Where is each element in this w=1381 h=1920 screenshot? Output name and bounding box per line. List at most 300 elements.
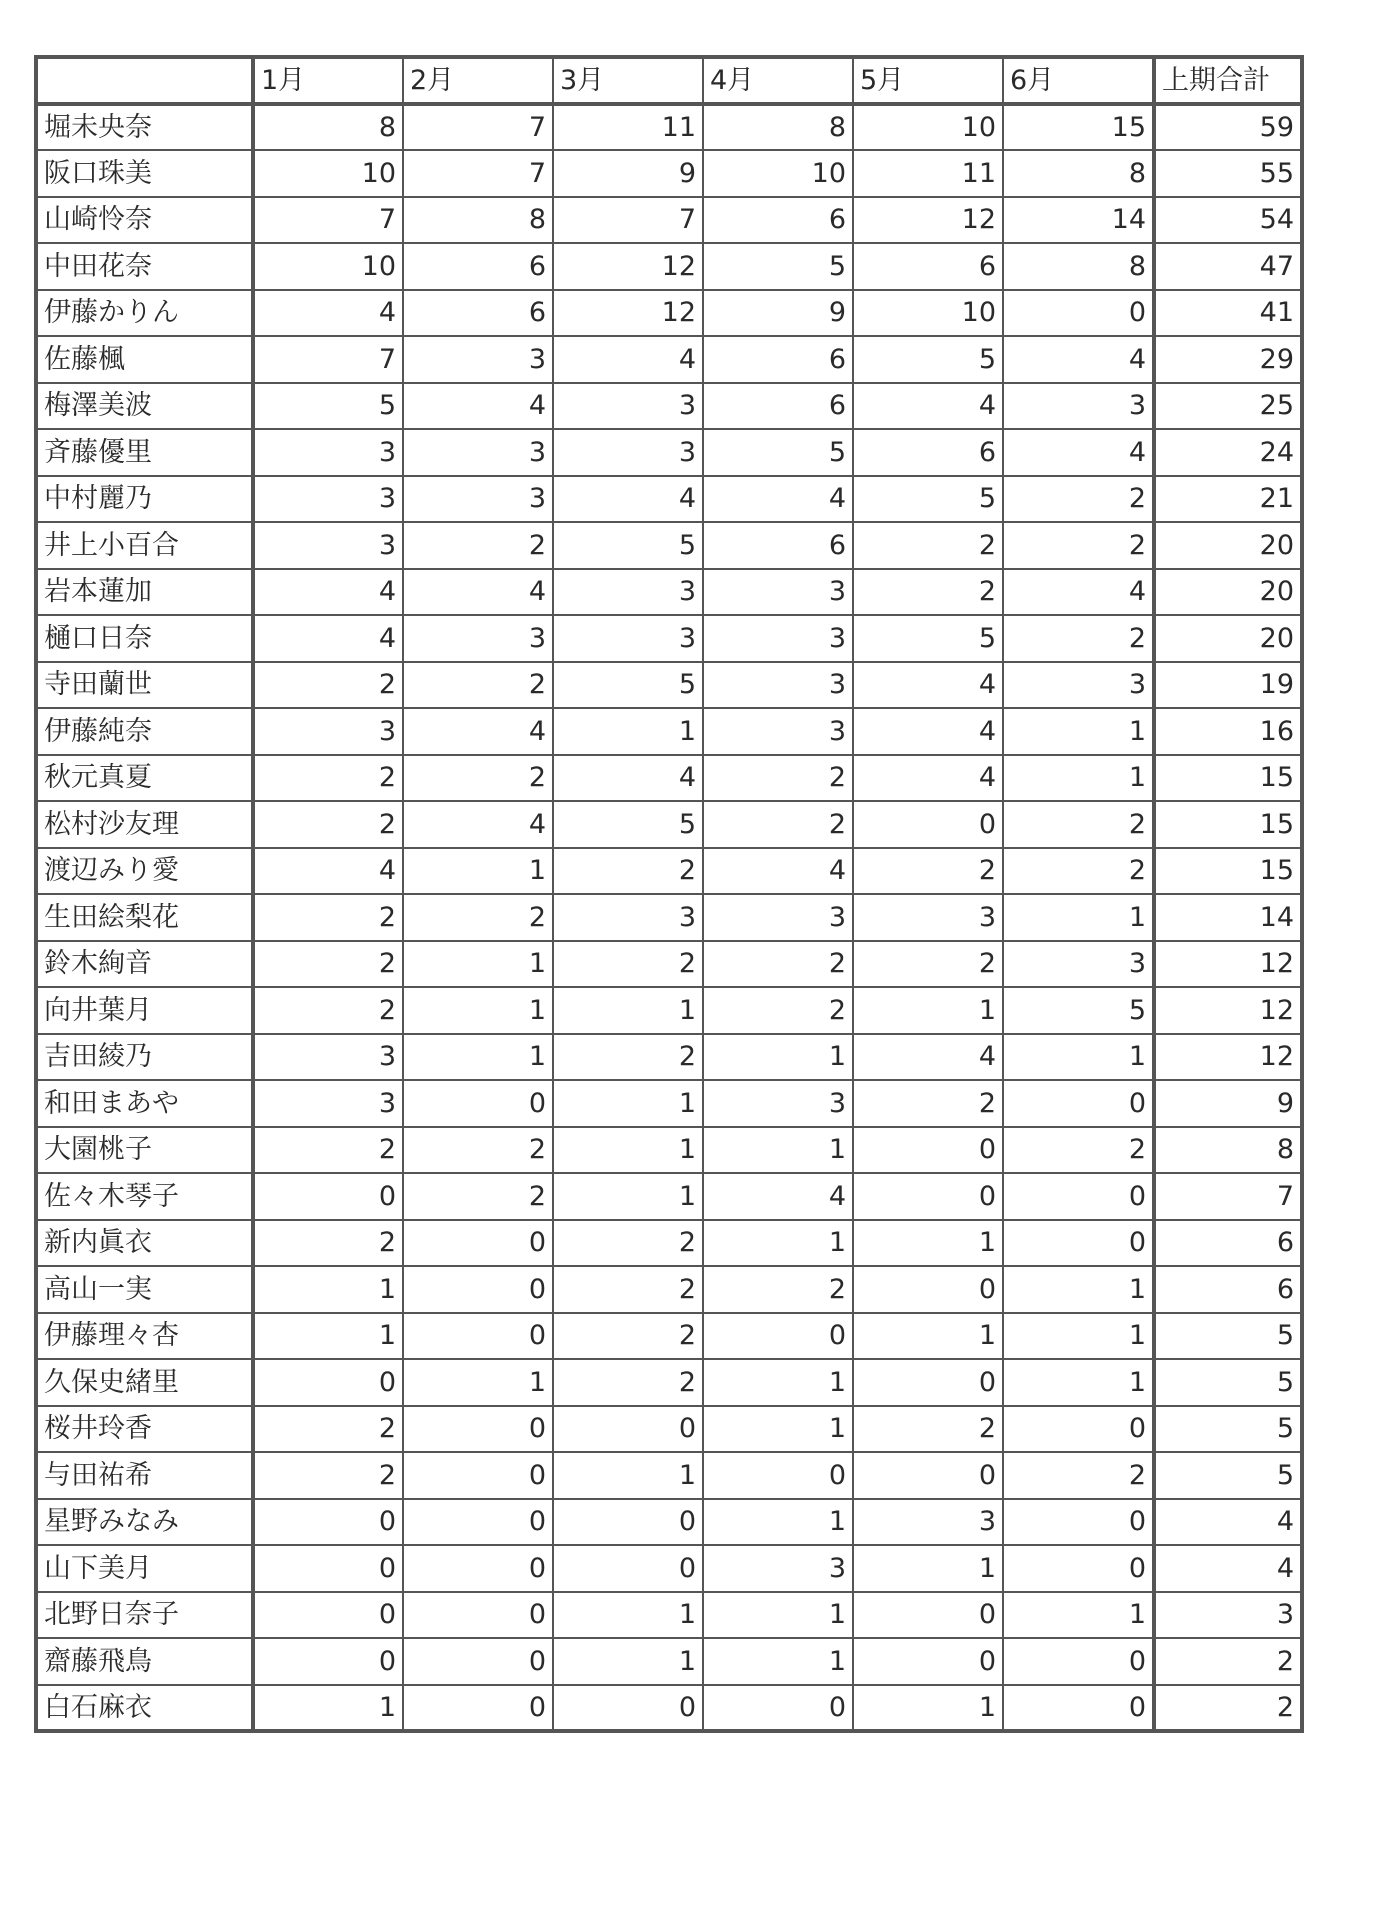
member-name-cell: 佐藤楓 — [36, 336, 253, 383]
table-row — [36, 662, 1302, 709]
month-5-value-cell: 0 — [853, 801, 1003, 848]
month-2-value-cell: 1 — [403, 1034, 553, 1081]
member-name-cell: 佐々木琴子 — [36, 1173, 253, 1220]
member-name-cell: 向井葉月 — [36, 987, 253, 1034]
total-value-cell: 55 — [1154, 150, 1302, 197]
month-2-value-cell: 3 — [403, 336, 553, 383]
month-3-value-cell: 2 — [553, 1034, 703, 1081]
month-6-value-cell: 0 — [1003, 1685, 1154, 1732]
month-5-value-cell: 0 — [853, 1452, 1003, 1499]
month-4-value-cell: 2 — [703, 801, 853, 848]
table-row — [36, 243, 1302, 290]
month-4-value-cell: 1 — [703, 1220, 853, 1267]
month-5-value-cell: 2 — [853, 522, 1003, 569]
month-4-value-cell: 3 — [703, 1545, 853, 1592]
month-6-value-cell: 0 — [1003, 1406, 1154, 1453]
month-5-value-cell: 4 — [853, 383, 1003, 430]
month-1-value-cell: 10 — [253, 243, 403, 290]
member-name-cell: 高山一実 — [36, 1266, 253, 1313]
month-1-value-cell: 4 — [253, 615, 403, 662]
month-5-value-cell: 2 — [853, 848, 1003, 895]
month-6-value-cell: 1 — [1003, 1313, 1154, 1360]
month-3-value-cell: 2 — [553, 941, 703, 988]
month-2-value-cell: 2 — [403, 755, 553, 802]
month-6-value-cell: 8 — [1003, 243, 1154, 290]
month-5-value-cell: 0 — [853, 1592, 1003, 1639]
member-name-cell: 阪口珠美 — [36, 150, 253, 197]
total-value-cell: 3 — [1154, 1592, 1302, 1639]
member-name-cell: 岩本蓮加 — [36, 569, 253, 616]
member-name-cell: 久保史緒里 — [36, 1359, 253, 1406]
month-5-value-cell: 4 — [853, 755, 1003, 802]
table-row — [36, 522, 1302, 569]
month-2-value-cell: 1 — [403, 1359, 553, 1406]
month-5-value-cell: 3 — [853, 894, 1003, 941]
month-5-value-cell: 2 — [853, 1080, 1003, 1127]
month-4-value-cell: 3 — [703, 615, 853, 662]
month-1-value-cell: 2 — [253, 1127, 403, 1174]
month-1-value-cell: 2 — [253, 1406, 403, 1453]
member-name-cell: 伊藤純奈 — [36, 708, 253, 755]
month-1-value-cell: 2 — [253, 987, 403, 1034]
month-5-value-cell: 0 — [853, 1266, 1003, 1313]
month-2-value-cell: 2 — [403, 662, 553, 709]
month-3-value-cell: 0 — [553, 1499, 703, 1546]
month-1-value-cell: 0 — [253, 1359, 403, 1406]
month-2-value-cell: 4 — [403, 383, 553, 430]
total-value-cell: 19 — [1154, 662, 1302, 709]
month-2-value-cell: 6 — [403, 243, 553, 290]
month-6-value-cell: 2 — [1003, 522, 1154, 569]
month-2-value-cell: 2 — [403, 894, 553, 941]
month-5-value-cell: 12 — [853, 197, 1003, 244]
table-row — [36, 429, 1302, 476]
month-1-value-cell: 3 — [253, 522, 403, 569]
month-3-value-cell: 1 — [553, 987, 703, 1034]
total-value-cell: 41 — [1154, 290, 1302, 337]
month-1-value-cell: 7 — [253, 336, 403, 383]
month-5-value-cell: 2 — [853, 941, 1003, 988]
header-month-4: 4月 — [703, 57, 853, 104]
month-1-value-cell: 2 — [253, 662, 403, 709]
month-1-value-cell: 3 — [253, 1080, 403, 1127]
month-1-value-cell: 4 — [253, 848, 403, 895]
total-value-cell: 6 — [1154, 1266, 1302, 1313]
month-5-value-cell: 4 — [853, 708, 1003, 755]
header-total: 上期合計 — [1154, 57, 1302, 104]
member-name-cell: 伊藤理々杏 — [36, 1313, 253, 1360]
month-1-value-cell: 0 — [253, 1545, 403, 1592]
month-6-value-cell: 5 — [1003, 987, 1154, 1034]
total-value-cell: 59 — [1154, 104, 1302, 151]
member-name-cell: 梅澤美波 — [36, 383, 253, 430]
month-1-value-cell: 2 — [253, 1220, 403, 1267]
month-1-value-cell: 1 — [253, 1313, 403, 1360]
month-3-value-cell: 1 — [553, 1173, 703, 1220]
month-4-value-cell: 4 — [703, 476, 853, 523]
total-value-cell: 12 — [1154, 941, 1302, 988]
month-6-value-cell: 0 — [1003, 1499, 1154, 1546]
month-4-value-cell: 5 — [703, 429, 853, 476]
month-3-value-cell: 7 — [553, 197, 703, 244]
member-name-cell: 齋藤飛鳥 — [36, 1638, 253, 1685]
month-3-value-cell: 4 — [553, 755, 703, 802]
month-3-value-cell: 1 — [553, 708, 703, 755]
table-row — [36, 1638, 1302, 1685]
month-6-value-cell: 4 — [1003, 429, 1154, 476]
month-6-value-cell: 3 — [1003, 383, 1154, 430]
month-1-value-cell: 0 — [253, 1173, 403, 1220]
month-5-value-cell: 10 — [853, 104, 1003, 151]
month-5-value-cell: 1 — [853, 987, 1003, 1034]
month-1-value-cell: 10 — [253, 150, 403, 197]
member-name-cell: 渡辺みり愛 — [36, 848, 253, 895]
month-4-value-cell: 0 — [703, 1313, 853, 1360]
total-value-cell: 5 — [1154, 1452, 1302, 1499]
month-5-value-cell: 0 — [853, 1127, 1003, 1174]
total-value-cell: 7 — [1154, 1173, 1302, 1220]
month-5-value-cell: 0 — [853, 1638, 1003, 1685]
month-5-value-cell: 5 — [853, 476, 1003, 523]
month-1-value-cell: 0 — [253, 1499, 403, 1546]
month-5-value-cell: 4 — [853, 662, 1003, 709]
month-3-value-cell: 2 — [553, 1266, 703, 1313]
month-5-value-cell: 1 — [853, 1545, 1003, 1592]
month-4-value-cell: 6 — [703, 197, 853, 244]
table-row — [36, 1173, 1302, 1220]
month-5-value-cell: 0 — [853, 1359, 1003, 1406]
month-1-value-cell: 1 — [253, 1685, 403, 1732]
table-row — [36, 801, 1302, 848]
month-1-value-cell: 7 — [253, 197, 403, 244]
table-row — [36, 1499, 1302, 1546]
month-4-value-cell: 1 — [703, 1406, 853, 1453]
member-name-cell: 生田絵梨花 — [36, 894, 253, 941]
total-value-cell: 54 — [1154, 197, 1302, 244]
month-3-value-cell: 1 — [553, 1638, 703, 1685]
table-row — [36, 197, 1302, 244]
member-name-cell: 白石麻衣 — [36, 1685, 253, 1732]
total-value-cell: 8 — [1154, 1127, 1302, 1174]
month-2-value-cell: 0 — [403, 1499, 553, 1546]
total-value-cell: 12 — [1154, 1034, 1302, 1081]
total-value-cell: 15 — [1154, 848, 1302, 895]
month-5-value-cell: 6 — [853, 429, 1003, 476]
total-value-cell: 47 — [1154, 243, 1302, 290]
month-1-value-cell: 3 — [253, 1034, 403, 1081]
member-name-cell: 堀未央奈 — [36, 104, 253, 151]
month-1-value-cell: 1 — [253, 1266, 403, 1313]
month-3-value-cell: 5 — [553, 801, 703, 848]
month-4-value-cell: 3 — [703, 569, 853, 616]
month-3-value-cell: 5 — [553, 522, 703, 569]
data-table — [34, 55, 1304, 1733]
month-2-value-cell: 0 — [403, 1313, 553, 1360]
header-month-1: 1月 — [253, 57, 403, 104]
month-2-value-cell: 0 — [403, 1545, 553, 1592]
total-value-cell: 2 — [1154, 1685, 1302, 1732]
month-3-value-cell: 0 — [553, 1545, 703, 1592]
month-3-value-cell: 3 — [553, 615, 703, 662]
month-5-value-cell: 5 — [853, 615, 1003, 662]
month-6-value-cell: 2 — [1003, 615, 1154, 662]
month-3-value-cell: 3 — [553, 569, 703, 616]
month-1-value-cell: 3 — [253, 429, 403, 476]
member-name-cell: 吉田綾乃 — [36, 1034, 253, 1081]
table-row — [36, 615, 1302, 662]
month-3-value-cell: 2 — [553, 1313, 703, 1360]
total-value-cell: 20 — [1154, 522, 1302, 569]
member-name-cell: 中田花奈 — [36, 243, 253, 290]
month-1-value-cell: 2 — [253, 801, 403, 848]
table-row — [36, 1080, 1302, 1127]
month-6-value-cell: 0 — [1003, 1638, 1154, 1685]
month-2-value-cell: 3 — [403, 429, 553, 476]
month-3-value-cell: 2 — [553, 848, 703, 895]
header-row — [36, 57, 1302, 104]
total-value-cell: 29 — [1154, 336, 1302, 383]
month-2-value-cell: 7 — [403, 104, 553, 151]
month-3-value-cell: 4 — [553, 476, 703, 523]
member-name-cell: 中村麗乃 — [36, 476, 253, 523]
month-1-value-cell: 4 — [253, 569, 403, 616]
total-value-cell: 16 — [1154, 708, 1302, 755]
table-row — [36, 290, 1302, 337]
month-6-value-cell: 1 — [1003, 708, 1154, 755]
table-row — [36, 336, 1302, 383]
month-4-value-cell: 1 — [703, 1638, 853, 1685]
month-2-value-cell: 4 — [403, 708, 553, 755]
total-value-cell: 12 — [1154, 987, 1302, 1034]
total-value-cell: 25 — [1154, 383, 1302, 430]
total-value-cell: 5 — [1154, 1359, 1302, 1406]
month-2-value-cell: 0 — [403, 1220, 553, 1267]
table-row — [36, 1034, 1302, 1081]
month-4-value-cell: 1 — [703, 1592, 853, 1639]
month-1-value-cell: 2 — [253, 755, 403, 802]
table-row — [36, 1592, 1302, 1639]
month-2-value-cell: 1 — [403, 941, 553, 988]
month-4-value-cell: 3 — [703, 662, 853, 709]
month-4-value-cell: 6 — [703, 383, 853, 430]
month-2-value-cell: 0 — [403, 1685, 553, 1732]
month-4-value-cell: 4 — [703, 848, 853, 895]
month-2-value-cell: 0 — [403, 1638, 553, 1685]
total-value-cell: 9 — [1154, 1080, 1302, 1127]
month-6-value-cell: 8 — [1003, 150, 1154, 197]
member-name-cell: 樋口日奈 — [36, 615, 253, 662]
month-2-value-cell: 1 — [403, 848, 553, 895]
month-6-value-cell: 2 — [1003, 1452, 1154, 1499]
month-5-value-cell: 2 — [853, 569, 1003, 616]
member-name-cell: 秋元真夏 — [36, 755, 253, 802]
member-name-cell: 星野みなみ — [36, 1499, 253, 1546]
month-3-value-cell: 1 — [553, 1452, 703, 1499]
member-name-cell: 和田まあや — [36, 1080, 253, 1127]
total-value-cell: 4 — [1154, 1499, 1302, 1546]
month-6-value-cell: 0 — [1003, 1080, 1154, 1127]
month-3-value-cell: 3 — [553, 383, 703, 430]
month-5-value-cell: 0 — [853, 1173, 1003, 1220]
member-name-cell: 伊藤かりん — [36, 290, 253, 337]
month-4-value-cell: 8 — [703, 104, 853, 151]
month-4-value-cell: 1 — [703, 1359, 853, 1406]
month-5-value-cell: 10 — [853, 290, 1003, 337]
member-name-cell: 与田祐希 — [36, 1452, 253, 1499]
month-5-value-cell: 1 — [853, 1220, 1003, 1267]
month-3-value-cell: 12 — [553, 243, 703, 290]
month-2-value-cell: 2 — [403, 1127, 553, 1174]
month-4-value-cell: 0 — [703, 1452, 853, 1499]
month-6-value-cell: 2 — [1003, 1127, 1154, 1174]
month-6-value-cell: 1 — [1003, 1359, 1154, 1406]
month-6-value-cell: 2 — [1003, 801, 1154, 848]
table-row — [36, 1359, 1302, 1406]
total-value-cell: 21 — [1154, 476, 1302, 523]
month-4-value-cell: 2 — [703, 941, 853, 988]
table-row — [36, 104, 1302, 151]
total-value-cell: 20 — [1154, 569, 1302, 616]
month-6-value-cell: 0 — [1003, 1173, 1154, 1220]
table-row — [36, 1406, 1302, 1453]
month-4-value-cell: 3 — [703, 708, 853, 755]
month-4-value-cell: 3 — [703, 894, 853, 941]
month-6-value-cell: 1 — [1003, 1266, 1154, 1313]
table-row — [36, 1220, 1302, 1267]
month-1-value-cell: 8 — [253, 104, 403, 151]
total-value-cell: 24 — [1154, 429, 1302, 476]
table-row — [36, 1127, 1302, 1174]
table-row — [36, 1313, 1302, 1360]
month-3-value-cell: 0 — [553, 1685, 703, 1732]
table-row — [36, 708, 1302, 755]
month-5-value-cell: 4 — [853, 1034, 1003, 1081]
total-value-cell: 5 — [1154, 1406, 1302, 1453]
month-1-value-cell: 0 — [253, 1638, 403, 1685]
table-row — [36, 894, 1302, 941]
month-6-value-cell: 0 — [1003, 1220, 1154, 1267]
table-row — [36, 1685, 1302, 1732]
month-4-value-cell: 4 — [703, 1173, 853, 1220]
month-3-value-cell: 1 — [553, 1080, 703, 1127]
member-name-cell: 井上小百合 — [36, 522, 253, 569]
member-name-cell: 松村沙友理 — [36, 801, 253, 848]
month-2-value-cell: 3 — [403, 615, 553, 662]
member-name-cell: 山下美月 — [36, 1545, 253, 1592]
month-3-value-cell: 2 — [553, 1220, 703, 1267]
header-month-5: 5月 — [853, 57, 1003, 104]
header-month-6: 6月 — [1003, 57, 1154, 104]
month-5-value-cell: 1 — [853, 1313, 1003, 1360]
month-5-value-cell: 5 — [853, 336, 1003, 383]
month-4-value-cell: 10 — [703, 150, 853, 197]
month-3-value-cell: 4 — [553, 336, 703, 383]
month-1-value-cell: 2 — [253, 941, 403, 988]
month-6-value-cell: 3 — [1003, 662, 1154, 709]
month-3-value-cell: 11 — [553, 104, 703, 151]
month-3-value-cell: 1 — [553, 1127, 703, 1174]
month-2-value-cell: 0 — [403, 1452, 553, 1499]
header-month-2: 2月 — [403, 57, 553, 104]
table-row — [36, 150, 1302, 197]
month-6-value-cell: 1 — [1003, 894, 1154, 941]
month-1-value-cell: 0 — [253, 1592, 403, 1639]
month-3-value-cell: 3 — [553, 894, 703, 941]
month-4-value-cell: 1 — [703, 1499, 853, 1546]
month-4-value-cell: 3 — [703, 1080, 853, 1127]
month-2-value-cell: 8 — [403, 197, 553, 244]
table-row — [36, 476, 1302, 523]
month-4-value-cell: 5 — [703, 243, 853, 290]
header-month-3: 3月 — [553, 57, 703, 104]
month-4-value-cell: 6 — [703, 522, 853, 569]
table-row — [36, 1266, 1302, 1313]
member-name-cell: 北野日奈子 — [36, 1592, 253, 1639]
month-5-value-cell: 3 — [853, 1499, 1003, 1546]
month-4-value-cell: 2 — [703, 755, 853, 802]
month-2-value-cell: 0 — [403, 1080, 553, 1127]
total-value-cell: 15 — [1154, 801, 1302, 848]
month-6-value-cell: 2 — [1003, 476, 1154, 523]
month-4-value-cell: 0 — [703, 1685, 853, 1732]
month-1-value-cell: 3 — [253, 476, 403, 523]
table-row — [36, 569, 1302, 616]
month-6-value-cell: 15 — [1003, 104, 1154, 151]
table-body — [36, 104, 1302, 1732]
member-name-cell: 山崎怜奈 — [36, 197, 253, 244]
table-row — [36, 755, 1302, 802]
table-row — [36, 1545, 1302, 1592]
total-value-cell: 5 — [1154, 1313, 1302, 1360]
month-4-value-cell: 2 — [703, 987, 853, 1034]
month-2-value-cell: 3 — [403, 476, 553, 523]
total-value-cell: 6 — [1154, 1220, 1302, 1267]
month-6-value-cell: 4 — [1003, 336, 1154, 383]
month-2-value-cell: 7 — [403, 150, 553, 197]
month-6-value-cell: 14 — [1003, 197, 1154, 244]
month-3-value-cell: 5 — [553, 662, 703, 709]
month-5-value-cell: 2 — [853, 1406, 1003, 1453]
month-4-value-cell: 1 — [703, 1127, 853, 1174]
total-value-cell: 20 — [1154, 615, 1302, 662]
month-3-value-cell: 12 — [553, 290, 703, 337]
month-6-value-cell: 1 — [1003, 755, 1154, 802]
month-2-value-cell: 4 — [403, 801, 553, 848]
month-4-value-cell: 9 — [703, 290, 853, 337]
month-3-value-cell: 9 — [553, 150, 703, 197]
month-2-value-cell: 0 — [403, 1266, 553, 1313]
total-value-cell: 4 — [1154, 1545, 1302, 1592]
member-name-cell: 大園桃子 — [36, 1127, 253, 1174]
member-name-cell: 寺田蘭世 — [36, 662, 253, 709]
month-1-value-cell: 3 — [253, 708, 403, 755]
month-1-value-cell: 2 — [253, 894, 403, 941]
month-5-value-cell: 11 — [853, 150, 1003, 197]
month-4-value-cell: 1 — [703, 1034, 853, 1081]
total-value-cell: 14 — [1154, 894, 1302, 941]
month-5-value-cell: 6 — [853, 243, 1003, 290]
month-6-value-cell: 1 — [1003, 1034, 1154, 1081]
month-4-value-cell: 6 — [703, 336, 853, 383]
table-row — [36, 383, 1302, 430]
month-2-value-cell: 0 — [403, 1592, 553, 1639]
total-value-cell: 15 — [1154, 755, 1302, 802]
member-name-cell: 鈴木絢音 — [36, 941, 253, 988]
month-2-value-cell: 4 — [403, 569, 553, 616]
table-row — [36, 848, 1302, 895]
month-3-value-cell: 0 — [553, 1406, 703, 1453]
table-row — [36, 1452, 1302, 1499]
